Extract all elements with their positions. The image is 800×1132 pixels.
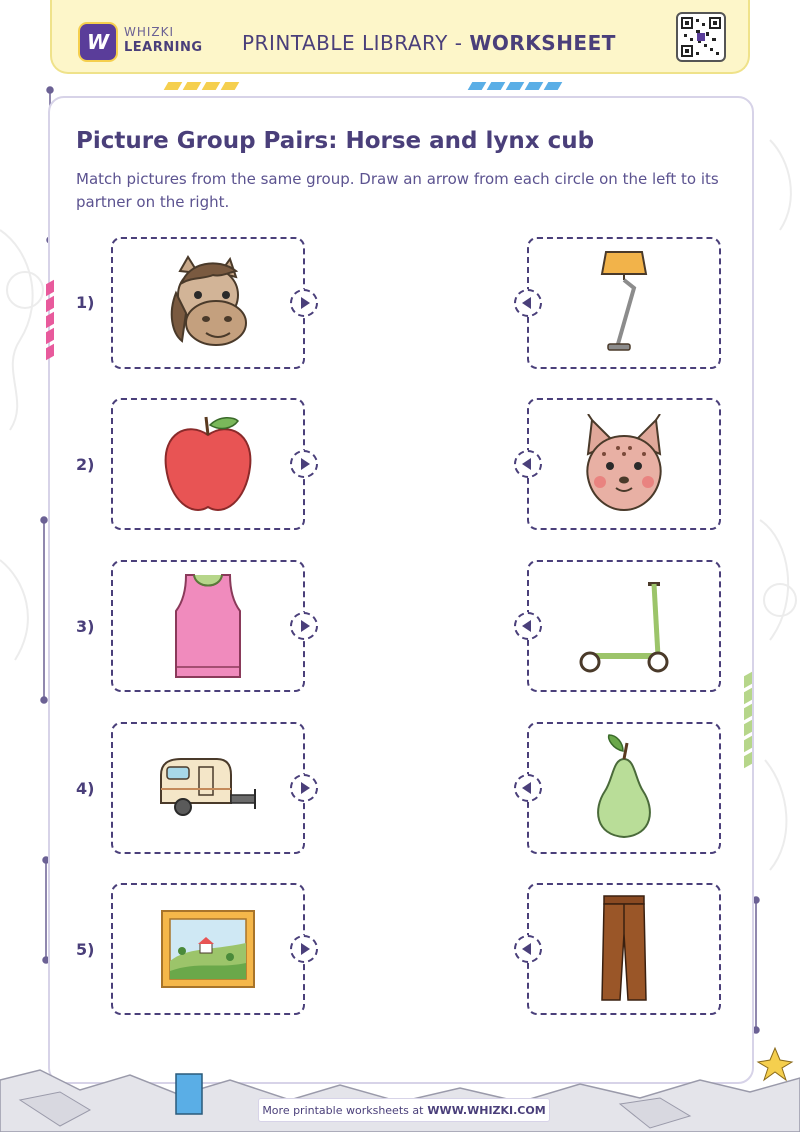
left-circle-anchor-2[interactable]	[290, 450, 318, 478]
row-number: 5)	[76, 940, 95, 959]
horse-head-icon	[158, 253, 258, 353]
row-number: 1)	[76, 293, 95, 312]
footer-text: More printable worksheets at	[262, 1103, 424, 1117]
left-picture-box-1	[111, 237, 305, 369]
row-number: 3)	[76, 617, 95, 636]
whizki-logo-icon: W	[78, 22, 118, 62]
red-apple-icon	[158, 409, 258, 519]
header-blue-stripes	[470, 82, 560, 90]
left-circle-anchor-4[interactable]	[290, 774, 318, 802]
right-circle-anchor-1[interactable]	[514, 289, 542, 317]
lynx-cub-head-icon	[574, 414, 674, 514]
right-picture-box-2	[527, 398, 721, 530]
brown-trousers-icon	[594, 894, 654, 1004]
floor-lamp-icon	[584, 248, 664, 358]
header-title	[242, 31, 616, 55]
left-picture-box-2	[111, 398, 305, 530]
row-number: 2)	[76, 455, 95, 474]
left-circle-anchor-5[interactable]	[290, 935, 318, 963]
brand-line-2: LEARNING	[124, 40, 203, 55]
header-banner	[50, 0, 750, 74]
pink-tank-top-icon	[168, 571, 248, 681]
green-pear-icon	[579, 733, 669, 843]
right-picture-box-3	[527, 560, 721, 692]
worksheet-title: Picture Group Pairs: Horse and lynx cub	[76, 128, 595, 154]
right-circle-anchor-3[interactable]	[514, 612, 542, 640]
header-title-bold: WORKSHEET	[469, 31, 616, 55]
right-picture-box-1	[527, 237, 721, 369]
kick-scooter-icon	[574, 576, 674, 676]
row-number: 4)	[76, 779, 95, 798]
camper-trailer-icon	[153, 753, 263, 823]
left-picture-box-5	[111, 883, 305, 1015]
right-circle-anchor-4[interactable]	[514, 774, 542, 802]
footer-link[interactable]: WWW.WHIZKI.COM	[427, 1103, 546, 1117]
left-picture-box-4	[111, 722, 305, 854]
worksheet-instructions: Match pictures from the same group. Draw an arrow from each circle on the left to its partner on the right.	[76, 170, 719, 211]
right-picture-box-4	[527, 722, 721, 854]
framed-landscape-picture-icon	[158, 907, 258, 991]
footer-link-bar[interactable]	[258, 1098, 550, 1122]
left-picture-box-3	[111, 560, 305, 692]
brand-name	[124, 25, 203, 55]
brand-line-1: WHIZKI	[124, 25, 175, 39]
pink-side-marks	[46, 282, 54, 358]
header-title-regular: PRINTABLE LIBRARY -	[242, 31, 470, 55]
right-picture-box-5	[527, 883, 721, 1015]
left-circle-anchor-3[interactable]	[290, 612, 318, 640]
qr-code-icon[interactable]	[676, 12, 726, 62]
right-circle-anchor-2[interactable]	[514, 450, 542, 478]
header-yellow-stripes	[166, 82, 237, 90]
right-circle-anchor-5[interactable]	[514, 935, 542, 963]
green-side-marks	[744, 674, 752, 766]
left-circle-anchor-1[interactable]	[290, 289, 318, 317]
